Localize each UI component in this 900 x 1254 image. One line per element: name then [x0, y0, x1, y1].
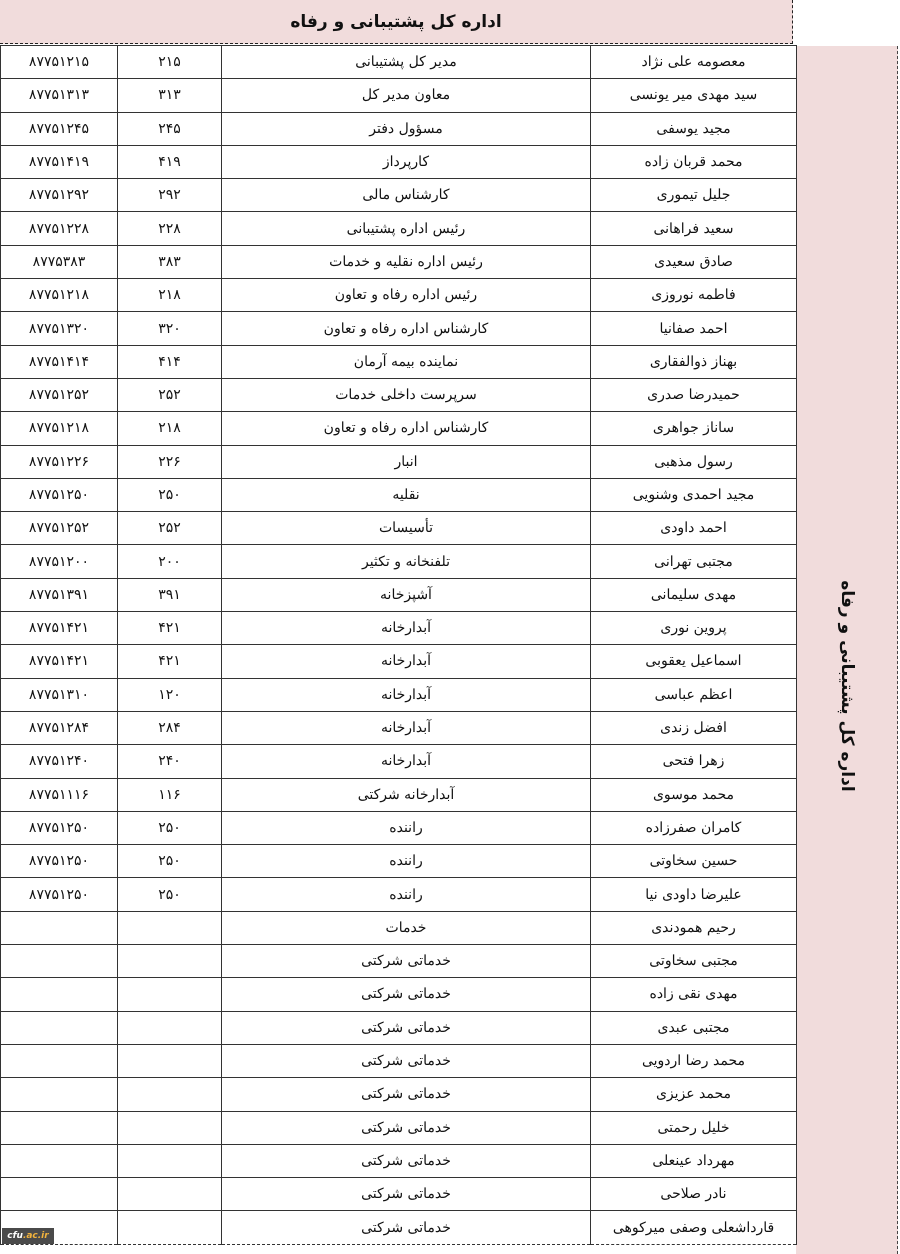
phone-cell: ۸۷۷۵۱۲۹۲ [1, 179, 118, 212]
role-cell: خدماتی شرکتی [222, 1211, 591, 1244]
phone-cell: ۸۷۷۵۱۲۲۸ [1, 212, 118, 245]
phone-cell [1, 1178, 118, 1211]
extension-cell: ۲۵۰ [118, 811, 222, 844]
phone-cell: ۸۷۷۵۱۲۵۲ [1, 378, 118, 411]
name-cell: فاطمه نوروزی [591, 279, 797, 312]
role-cell: خدماتی شرکتی [222, 1078, 591, 1111]
role-cell: رئیس اداره نقلیه و خدمات [222, 245, 591, 278]
extension-cell: ۲۴۵ [118, 112, 222, 145]
extension-cell: ۲۲۶ [118, 445, 222, 478]
phone-cell: ۸۷۷۵۱۳۱۰ [1, 678, 118, 711]
extension-cell: ۲۲۸ [118, 212, 222, 245]
phone-cell: ۸۷۷۵۱۲۴۰ [1, 745, 118, 778]
extension-cell: ۲۱۸ [118, 412, 222, 445]
role-cell: کارشناس مالی [222, 179, 591, 212]
name-cell: رسول مذهبی [591, 445, 797, 478]
extension-cell [118, 1111, 222, 1144]
name-cell: علیرضا داودی نیا [591, 878, 797, 911]
role-cell: آبدارخانه [222, 711, 591, 744]
table-row [1, 911, 797, 944]
name-cell: کامران صفرزاده [591, 811, 797, 844]
name-cell: سعید فراهانی [591, 212, 797, 245]
table-row [1, 978, 797, 1011]
role-cell: کارشناس اداره رفاه و تعاون [222, 312, 591, 345]
phone-cell: ۸۷۷۵۱۲۱۵ [1, 46, 118, 79]
phone-cell [1, 1144, 118, 1177]
name-cell: معصومه علی نژاد [591, 46, 797, 79]
extension-cell: ۴۱۴ [118, 345, 222, 378]
role-cell: خدماتی شرکتی [222, 1178, 591, 1211]
phone-cell: ۸۷۷۵۱۲۲۶ [1, 445, 118, 478]
extension-cell: ۳۱۳ [118, 79, 222, 112]
extension-cell [118, 1211, 222, 1244]
watermark-text-1: cfu [7, 1231, 23, 1241]
page-title: اداره کل پشتیبانی و رفاه [290, 11, 502, 32]
table-row [1, 312, 797, 345]
table-row [1, 46, 797, 79]
phone-cell: ۸۷۷۵۱۴۲۱ [1, 645, 118, 678]
extension-cell: ۲۱۸ [118, 279, 222, 312]
role-cell: نقلیه [222, 478, 591, 511]
name-cell: مجید احمدی وشنویی [591, 478, 797, 511]
name-cell: مهدی سلیمانی [591, 578, 797, 611]
role-cell: راننده [222, 845, 591, 878]
table-row [1, 512, 797, 545]
extension-cell: ۲۵۲ [118, 378, 222, 411]
table-row [1, 612, 797, 645]
name-cell: مجتبی تهرانی [591, 545, 797, 578]
role-cell: سرپرست داخلی خدمات [222, 378, 591, 411]
extension-cell [118, 1078, 222, 1111]
role-cell: انبار [222, 445, 591, 478]
table-row [1, 279, 797, 312]
page-title-bar [0, 0, 793, 44]
table-row [1, 345, 797, 378]
phone-cell: ۸۷۷۵۱۲۵۰ [1, 811, 118, 844]
name-cell: احمد داودی [591, 512, 797, 545]
role-cell: کارشناس اداره رفاه و تعاون [222, 412, 591, 445]
name-cell: مجید یوسفی [591, 112, 797, 145]
table-row [1, 112, 797, 145]
corner-blank [795, 0, 900, 44]
table-row [1, 145, 797, 178]
extension-cell [118, 1144, 222, 1177]
phone-cell: ۸۷۷۵۱۲۵۰ [1, 878, 118, 911]
phone-cell: ۸۷۷۵۱۲۰۰ [1, 545, 118, 578]
role-cell: خدماتی شرکتی [222, 945, 591, 978]
table-row [1, 1111, 797, 1144]
name-cell: رحیم همودندی [591, 911, 797, 944]
phone-cell: ۸۷۷۵۱۴۱۴ [1, 345, 118, 378]
table-row [1, 745, 797, 778]
extension-cell: ۴۲۱ [118, 612, 222, 645]
phone-cell: ۸۷۷۵۱۲۸۴ [1, 711, 118, 744]
name-cell: احمد صفانیا [591, 312, 797, 345]
role-cell: آبدارخانه [222, 612, 591, 645]
phone-cell: ۸۷۷۵۱۳۲۰ [1, 312, 118, 345]
table-row [1, 945, 797, 978]
role-cell: راننده [222, 811, 591, 844]
extension-cell [118, 978, 222, 1011]
table-row [1, 845, 797, 878]
name-cell: مهرداد عینعلی [591, 1144, 797, 1177]
phone-cell [1, 945, 118, 978]
table-row [1, 1211, 797, 1244]
role-cell: آبدارخانه [222, 678, 591, 711]
name-cell: محمد عزیزی [591, 1078, 797, 1111]
phone-cell [1, 1111, 118, 1144]
table-row [1, 245, 797, 278]
table-row [1, 878, 797, 911]
side-title: اداره کل پشتیبانی و رفاه [836, 580, 857, 792]
name-cell: افضل زندی [591, 711, 797, 744]
role-cell: آبدارخانه [222, 745, 591, 778]
extension-cell [118, 1044, 222, 1077]
role-cell: خدماتی شرکتی [222, 1144, 591, 1177]
role-cell: آبدارخانه [222, 645, 591, 678]
extension-cell: ۴۲۱ [118, 645, 222, 678]
name-cell: اسماعیل یعقوبی [591, 645, 797, 678]
role-cell: تلفنخانه و تکثیر [222, 545, 591, 578]
name-cell: جلیل تیموری [591, 179, 797, 212]
extension-cell: ۲۵۰ [118, 478, 222, 511]
name-cell: محمد موسوی [591, 778, 797, 811]
watermark-text-2: .ac.ir [22, 1231, 49, 1241]
phone-cell: ۸۷۷۵۱۳۹۱ [1, 578, 118, 611]
role-cell: نماینده بیمه آرمان [222, 345, 591, 378]
table-row [1, 778, 797, 811]
role-cell: معاون مدیر کل [222, 79, 591, 112]
table-row [1, 1178, 797, 1211]
phone-cell [1, 911, 118, 944]
table-row [1, 1011, 797, 1044]
table-row [1, 179, 797, 212]
extension-cell: ۲۵۲ [118, 512, 222, 545]
phone-cell: ۸۷۷۵۱۲۱۸ [1, 279, 118, 312]
phone-cell: ۸۷۷۵۱۲۵۲ [1, 512, 118, 545]
table-row [1, 212, 797, 245]
name-cell: قارداشعلی وصفی میرکوهی [591, 1211, 797, 1244]
watermark-logo [2, 1228, 54, 1244]
name-cell: خلیل رحمتی [591, 1111, 797, 1144]
name-cell: اعظم عباسی [591, 678, 797, 711]
extension-cell: ۳۲۰ [118, 312, 222, 345]
role-cell: رئیس اداره رفاه و تعاون [222, 279, 591, 312]
role-cell: خدماتی شرکتی [222, 1044, 591, 1077]
extension-cell: ۲۹۲ [118, 179, 222, 212]
table-row [1, 578, 797, 611]
role-cell: مسؤول دفتر [222, 112, 591, 145]
role-cell: مدیر کل پشتیبانی [222, 46, 591, 79]
name-cell: بهناز ذوالفقاری [591, 345, 797, 378]
name-cell: حسین سخاوتی [591, 845, 797, 878]
extension-cell: ۲۴۰ [118, 745, 222, 778]
table-row [1, 1078, 797, 1111]
name-cell: ساناز جواهری [591, 412, 797, 445]
extension-cell: ۲۱۵ [118, 46, 222, 79]
role-cell: رئیس اداره پشتیبانی [222, 212, 591, 245]
role-cell: خدماتی شرکتی [222, 978, 591, 1011]
phone-cell: ۸۷۷۵۱۱۱۶ [1, 778, 118, 811]
extension-cell [118, 1011, 222, 1044]
extension-cell [118, 945, 222, 978]
role-cell: خدماتی شرکتی [222, 1111, 591, 1144]
phone-cell: ۸۷۷۵۱۴۲۱ [1, 612, 118, 645]
extension-cell: ۴۱۹ [118, 145, 222, 178]
extension-cell: ۲۸۴ [118, 711, 222, 744]
phone-cell: ۸۷۷۵۱۴۱۹ [1, 145, 118, 178]
name-cell: مهدی نقی زاده [591, 978, 797, 1011]
phone-cell: ۸۷۷۵۱۲۴۵ [1, 112, 118, 145]
name-cell: محمد قربان زاده [591, 145, 797, 178]
extension-cell: ۳۹۱ [118, 578, 222, 611]
phone-cell [1, 1044, 118, 1077]
directory-table [0, 45, 797, 1245]
extension-cell: ۱۱۶ [118, 778, 222, 811]
extension-cell: ۱۲۰ [118, 678, 222, 711]
name-cell: صادق سعیدی [591, 245, 797, 278]
phone-cell [1, 1078, 118, 1111]
phone-cell [1, 978, 118, 1011]
table-row [1, 545, 797, 578]
table-row [1, 378, 797, 411]
phone-cell: ۸۷۷۵۳۸۳ [1, 245, 118, 278]
extension-cell: ۲۵۰ [118, 878, 222, 911]
phone-cell [1, 1011, 118, 1044]
name-cell: حمیدرضا صدری [591, 378, 797, 411]
table-row [1, 79, 797, 112]
role-cell: کارپرداز [222, 145, 591, 178]
extension-cell: ۲۰۰ [118, 545, 222, 578]
table-row [1, 445, 797, 478]
name-cell: زهرا فتحی [591, 745, 797, 778]
name-cell: سید مهدی میر یونسی [591, 79, 797, 112]
extension-cell [118, 911, 222, 944]
role-cell: تأسیسات [222, 512, 591, 545]
phone-cell: ۸۷۷۵۱۲۵۰ [1, 478, 118, 511]
table-row [1, 1144, 797, 1177]
name-cell: پروین نوری [591, 612, 797, 645]
table-row [1, 711, 797, 744]
role-cell: آبدارخانه شرکتی [222, 778, 591, 811]
table-row [1, 478, 797, 511]
table-row [1, 1044, 797, 1077]
role-cell: خدماتی شرکتی [222, 1011, 591, 1044]
role-cell: خدمات [222, 911, 591, 944]
side-title-band [796, 46, 898, 1254]
name-cell: محمد رضا اردویی [591, 1044, 797, 1077]
table-row [1, 645, 797, 678]
role-cell: راننده [222, 878, 591, 911]
extension-cell: ۲۵۰ [118, 845, 222, 878]
name-cell: مجتبی عبدی [591, 1011, 797, 1044]
table-row [1, 412, 797, 445]
phone-cell: ۸۷۷۵۱۲۵۰ [1, 845, 118, 878]
table-row [1, 811, 797, 844]
name-cell: مجتبی سخاوتی [591, 945, 797, 978]
extension-cell: ۳۸۳ [118, 245, 222, 278]
extension-cell [118, 1178, 222, 1211]
phone-cell: ۸۷۷۵۱۳۱۳ [1, 79, 118, 112]
phone-cell: ۸۷۷۵۱۲۱۸ [1, 412, 118, 445]
role-cell: آشپزخانه [222, 578, 591, 611]
name-cell: نادر صلاحی [591, 1178, 797, 1211]
table-row [1, 678, 797, 711]
